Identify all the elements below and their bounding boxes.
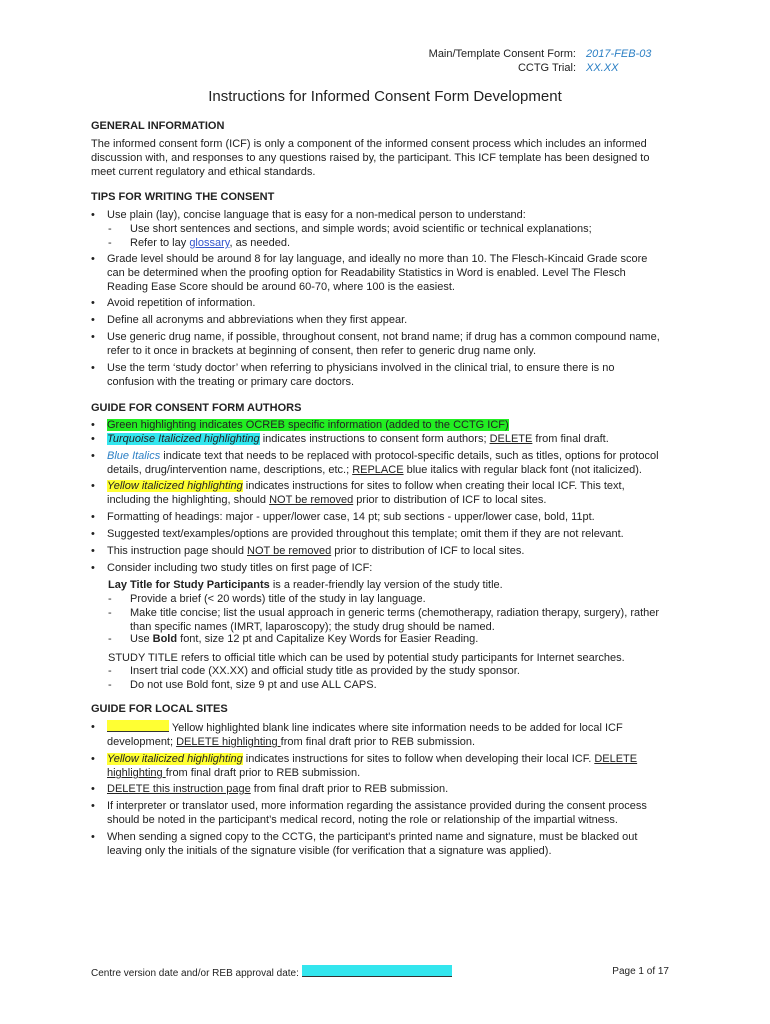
- general-heading: GENERAL INFORMATION: [91, 120, 225, 132]
- cyan-blank-line: [302, 965, 452, 977]
- tips-heading: TIPS FOR WRITING THE CONSENT: [91, 191, 275, 203]
- lay-title-line: Lay Title for Study Participants is a reader-friendly lay version of the study title.: [108, 579, 503, 591]
- page-number: Page 1 of 17: [612, 966, 669, 977]
- header-form-row: [376, 47, 651, 61]
- form-label: Main/Template Consent Form:: [428, 48, 576, 60]
- general-line-1: The informed consent form (ICF) is only a component of the informed consent process which includes an informed: [91, 138, 647, 150]
- header-trial-row: [376, 61, 618, 75]
- green-highlight: Green highlighting indicates OCREB specific information (added to the CCTG ICF): [107, 419, 509, 431]
- footer-version: Centre version date and/or REB approval date:: [91, 965, 452, 981]
- trial-code: XX.XX: [586, 62, 619, 74]
- general-line-2: discussion with, and responses to any questions raised by, the participant. This ICF template has been designed to: [91, 152, 650, 164]
- trial-label: CCTG Trial:: [517, 62, 576, 74]
- form-date: 2017-FEB-03: [586, 48, 652, 60]
- yellow-blank-line: [107, 720, 169, 732]
- authors-heading: GUIDE FOR CONSENT FORM AUTHORS: [91, 402, 302, 414]
- glossary-link[interactable]: glossary: [189, 237, 230, 249]
- general-line-3: meet current regulatory and ethical standards.: [91, 166, 316, 178]
- study-title-line: STUDY TITLE refers to official title which can be used by potential study participants for Internet searches.: [108, 652, 625, 664]
- bullet-icon: •: [91, 209, 95, 221]
- page-title: Instructions for Informed Consent Form Development: [208, 88, 562, 105]
- local-heading: GUIDE FOR LOCAL SITES: [91, 703, 228, 715]
